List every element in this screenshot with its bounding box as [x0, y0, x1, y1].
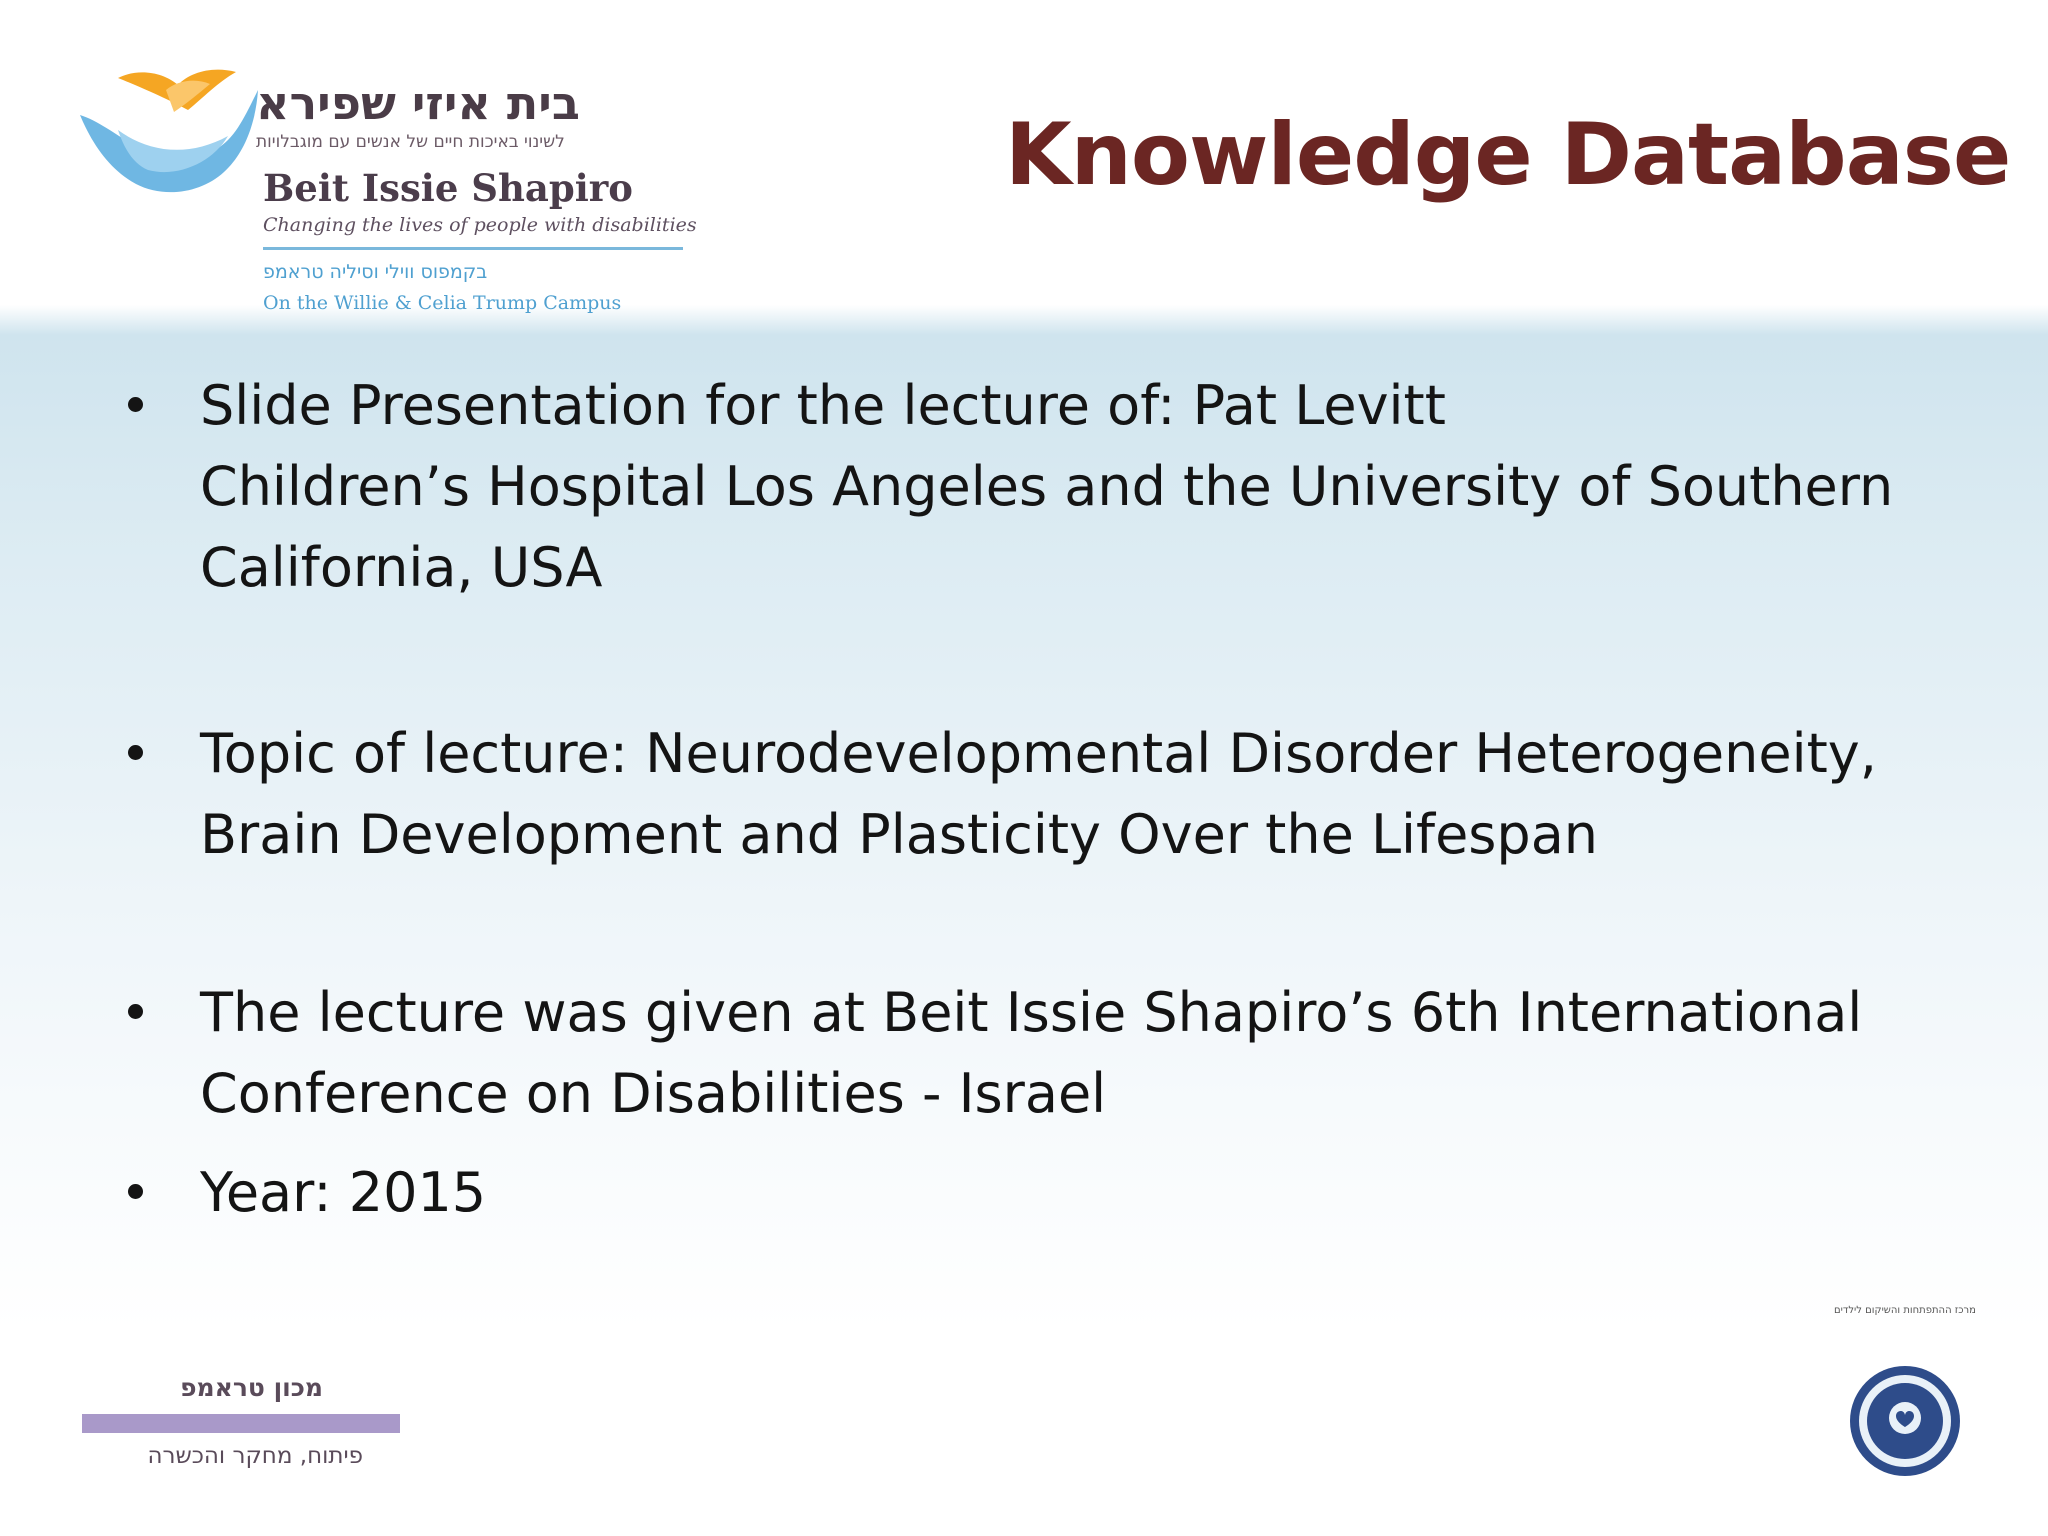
partner-emblem — [1830, 1305, 1980, 1485]
logo-campus-english: On the Willie & Celia Trump Campus — [263, 292, 622, 314]
trump-institute-tagline: פיתוח, מחקר והכשרה — [147, 1443, 363, 1469]
trump-institute-logo — [78, 1370, 408, 1490]
bullet-line: Slide Presentation for the lecture of: Pat Levitt — [200, 374, 1446, 437]
logo-hebrew-name: בית איזי שפירא — [256, 76, 580, 130]
bullet-list — [120, 365, 1950, 1233]
bullet-marker — [128, 397, 143, 412]
bullet-marker — [128, 745, 143, 760]
logo-divider — [263, 247, 683, 250]
trump-institute-bar — [82, 1414, 400, 1433]
bullet-lecturer — [120, 365, 1950, 608]
bullet-line: Topic of lecture: Neurodevelopmental Disorder Heterogeneity, — [200, 722, 1877, 785]
logo-english-tagline: Changing the lives of people with disabilities — [263, 214, 697, 236]
slide-title: Knowledge Database — [1005, 105, 2011, 205]
logo-campus-hebrew: בקמפוס ווילי וסיליה טראמפ — [263, 261, 488, 283]
trump-institute-name: מכון טראמפ — [180, 1373, 323, 1402]
circular-emblem-icon — [1844, 1360, 1966, 1482]
organization-logo — [78, 60, 698, 325]
bullet-marker — [128, 1184, 143, 1199]
partner-emblem-caption: מרכז ההתפתחות והשיקום לילדים — [1834, 1305, 1976, 1316]
bullet-line: California, USA — [200, 536, 603, 599]
bullet-conference — [120, 972, 1950, 1134]
dove-hands-logo-icon — [78, 60, 263, 200]
logo-hebrew-tagline: לשינוי באיכות חיים של אנשים עם מוגבלויות — [256, 132, 565, 152]
logo-english-name: Beit Issie Shapiro — [263, 166, 633, 210]
bullet-line: The lecture was given at Beit Issie Shapiro’s 6th International — [200, 981, 1863, 1044]
bullet-year — [120, 1152, 1950, 1233]
bullet-line: Children’s Hospital Los Angeles and the University of Southern — [200, 455, 1894, 518]
bullet-line: Conference on Disabilities - Israel — [200, 1062, 1107, 1125]
bullet-line: Year: 2015 — [200, 1161, 487, 1224]
bullet-topic — [120, 713, 1950, 875]
bullet-marker — [128, 1004, 143, 1019]
bullet-line: Brain Development and Plasticity Over the Lifespan — [200, 803, 1599, 866]
